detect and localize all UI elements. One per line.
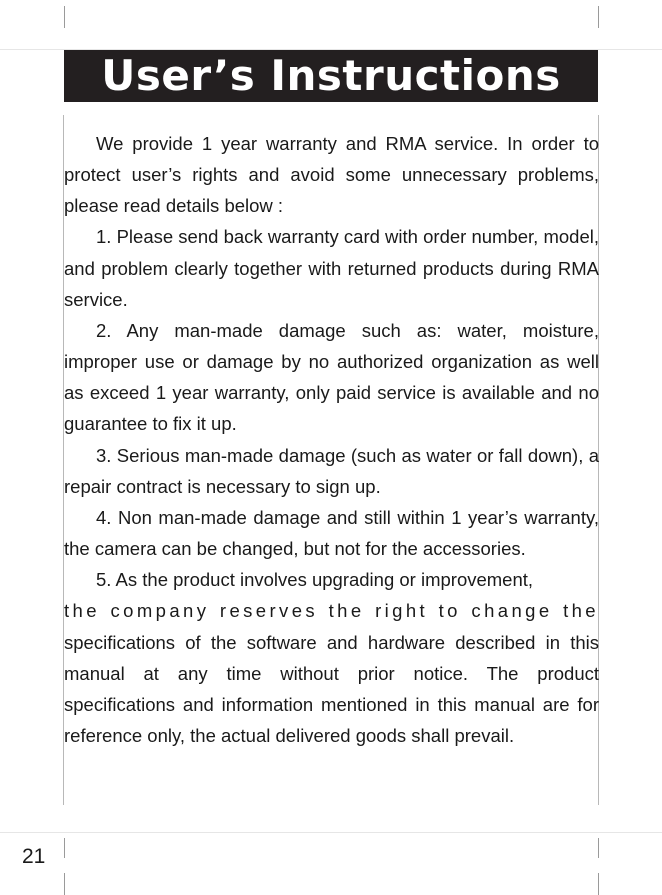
crop-mark-bottom-horizontal <box>0 832 662 833</box>
title-bar <box>64 50 598 102</box>
crop-mark-bottom-right-lower <box>598 873 599 895</box>
paragraph-item-5-line-2: the company reserves the right to change the <box>64 600 599 622</box>
crop-mark-top-right <box>598 6 599 28</box>
paragraph-item-1: 1. Please send back warranty card with order number, model, and problem clearly together with returned products during RMA service. <box>64 226 599 310</box>
page-number: 21 <box>22 845 46 868</box>
paragraph-intro: We provide 1 year warranty and RMA service. In order to protect user’s rights and avoid some unnecessary problems, please read details below : <box>64 133 599 217</box>
instructions-body <box>64 128 599 751</box>
paragraph-item-3: 3. Serious man-made damage (such as water or fall down), a repair contract is necessary to sign up. <box>64 444 599 497</box>
crop-mark-bottom-right <box>598 838 599 858</box>
paragraph-item-5-line-1: 5. As the product involves upgrading or improvement, <box>96 569 534 591</box>
paragraph-item-5-rest: specifications of the software and hardware described in this manual at any time without prior notice. The product specifications and information mentioned in this manual are for reference only, the actual delivered goods shall prevail. <box>64 631 599 746</box>
paragraph-item-4: 4. Non man-made damage and still within 1 year’s warranty, the camera can be changed, but not for the accessories. <box>64 506 599 560</box>
page-title: User’s Instructions <box>101 51 561 100</box>
crop-mark-bottom-left <box>64 838 65 858</box>
crop-mark-bottom-left-lower <box>64 873 65 895</box>
paragraph-item-5 <box>64 564 599 751</box>
paragraph-item-2: 2. Any man-made damage such as: water, moisture, improper use or damage by no authorized organization as well as exceed 1 year warranty, only paid service is available and no guarantee to fix it up. <box>64 319 599 435</box>
crop-mark-top-left <box>64 6 65 28</box>
